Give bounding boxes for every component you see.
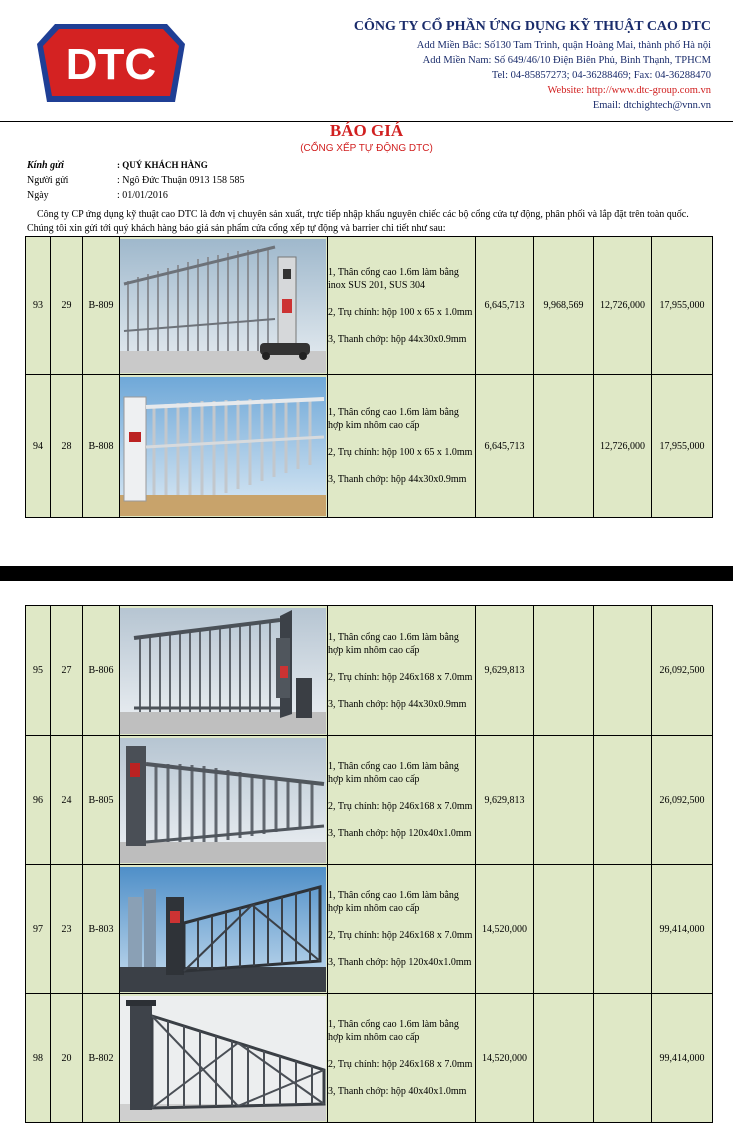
price-table-1 xyxy=(25,236,713,518)
sender-label: Người gửi xyxy=(27,175,69,186)
row-number: 23 xyxy=(51,865,83,994)
row-index: 95 xyxy=(26,606,51,736)
row-index: 94 xyxy=(26,375,51,518)
phone-fax: Tel: 04-85857273; 04-36288469; Fax: 04-36288470 xyxy=(491,70,711,81)
gate-b802-image xyxy=(120,996,326,1121)
price-1: 9,629,813 xyxy=(476,606,534,736)
product-description xyxy=(328,865,476,994)
price-3 xyxy=(594,994,652,1123)
price-2: 9,968,569 xyxy=(534,237,594,375)
spec-post: 2, Trụ chính: hộp 246x168 x 7.0mm xyxy=(328,930,473,941)
price-4: 26,092,500 xyxy=(652,736,713,865)
recipient-value: : QUÝ KHÁCH HÀNG xyxy=(117,160,208,170)
spec-slat: 3, Thanh chớp: hộp 40x40x1.0mm xyxy=(328,1086,467,1097)
row-index: 98 xyxy=(26,994,51,1123)
doc-subtitle: (CỔNG XẾP TỰ ĐỘNG DTC) xyxy=(300,143,433,154)
row-index: 97 xyxy=(26,865,51,994)
product-image xyxy=(120,994,328,1123)
sender-value: : Ngô Đức Thuận 0913 158 585 xyxy=(117,175,245,186)
price-3: 12,726,000 xyxy=(594,237,652,375)
gate-b806-image xyxy=(120,608,326,734)
price-3 xyxy=(594,736,652,865)
price-4: 26,092,500 xyxy=(652,606,713,736)
email-link[interactable]: Email: dtchightech@vnn.vn xyxy=(592,100,711,111)
spec-post: 2, Trụ chính: hộp 246x168 x 7.0mm xyxy=(328,1059,473,1070)
price-3 xyxy=(594,865,652,994)
product-code: B-806 xyxy=(83,606,120,736)
spec-slat: 3, Thanh chớp: hộp 44x30x0.9mm xyxy=(328,333,467,345)
product-code: B-808 xyxy=(83,375,120,518)
logo-text: DTC xyxy=(65,40,157,89)
price-2 xyxy=(534,375,594,518)
spec-body: 1, Thân cổng cao 1.6m làm bằng hợp kim nhôm cao cấp xyxy=(328,407,459,431)
product-image xyxy=(120,375,328,518)
price-1: 9,629,813 xyxy=(476,736,534,865)
company-name: CÔNG TY CỔ PHẦN ỨNG DỤNG KỸ THUẬT CAO DTC xyxy=(353,19,711,34)
price-table-2 xyxy=(25,605,713,1123)
spec-slat: 3, Thanh chớp: hộp 120x40x1.0mm xyxy=(328,957,472,968)
price-1: 14,520,000 xyxy=(476,994,534,1123)
date-label: Ngày xyxy=(27,190,49,201)
page-break xyxy=(0,566,733,581)
gate-b808-image xyxy=(120,377,326,516)
row-number: 27 xyxy=(51,606,83,736)
table-row xyxy=(26,237,713,375)
product-code: B-803 xyxy=(83,865,120,994)
product-description xyxy=(328,994,476,1123)
product-description xyxy=(328,237,476,375)
date-value: : 01/01/2016 xyxy=(117,190,168,201)
gate-b809-image xyxy=(120,239,326,373)
product-image xyxy=(120,865,328,994)
spec-post: 2, Trụ chính: hộp 100 x 65 x 1.0mm xyxy=(328,306,473,318)
row-number: 28 xyxy=(51,375,83,518)
address-south: Add Miền Nam: Số 649/46/10 Điện Biên Phủ, Bình Thạnh, TPHCM xyxy=(422,55,711,66)
row-number: 24 xyxy=(51,736,83,865)
dtc-logo xyxy=(35,22,187,104)
spec-body: 1, Thân cổng cao 1.6m làm bằng hợp kim nhôm cao cấp xyxy=(328,631,459,656)
price-1: 6,645,713 xyxy=(476,375,534,518)
price-2 xyxy=(534,865,594,994)
recipient-line xyxy=(27,160,208,171)
recipient-label: Kính gửi xyxy=(27,160,64,171)
product-code: B-805 xyxy=(83,736,120,865)
price-2 xyxy=(534,736,594,865)
table-row xyxy=(26,736,713,865)
price-3: 12,726,000 xyxy=(594,375,652,518)
product-image xyxy=(120,606,328,736)
table-row xyxy=(26,606,713,736)
spec-body: 1, Thân cổng cao 1.6m làm bằng hợp kim nhôm cao cấp xyxy=(328,890,459,914)
price-4: 99,414,000 xyxy=(652,994,713,1123)
company-info xyxy=(354,18,711,113)
spec-post: 2, Trụ chính: hộp 246x168 x 7.0mm xyxy=(328,671,473,683)
row-number: 29 xyxy=(51,237,83,375)
table-row xyxy=(26,375,713,518)
price-3 xyxy=(594,606,652,736)
product-image xyxy=(120,237,328,375)
product-code: B-802 xyxy=(83,994,120,1123)
product-description xyxy=(328,606,476,736)
table-row xyxy=(26,865,713,994)
product-code: B-809 xyxy=(83,237,120,375)
spec-body: 1, Thân cổng cao 1.6m làm bằng inox SUS 201, SUS 304 xyxy=(328,266,459,291)
spec-post: 2, Trụ chính: hộp 246x168 x 7.0mm xyxy=(328,801,473,812)
spec-body: 1, Thân cổng cao 1.6m làm bằng hợp kim nhôm cao cấp xyxy=(328,1019,459,1043)
spec-slat: 3, Thanh chớp: hộp 120x40x1.0mm xyxy=(328,828,472,839)
sender-line xyxy=(27,175,244,186)
price-2 xyxy=(534,994,594,1123)
intro-paragraph: Công ty CP ứng dụng kỹ thuật cao DTC là đơn vị chuyên sản xuất, trực tiếp nhập khẩu nguyên chiếc các bộ cổng cửa tự động, phân phối và lắp đặt trên toàn quốc. Chúng tôi xin gửi tới quý khách hàng báo giá sản phẩm cửa cổng xếp tự động và barrier chi tiết như sau: xyxy=(27,209,689,234)
price-2 xyxy=(534,606,594,736)
product-description xyxy=(328,736,476,865)
row-number: 20 xyxy=(51,994,83,1123)
doc-title: BÁO GIÁ xyxy=(329,121,404,140)
gate-b803-image xyxy=(120,867,326,992)
date-line xyxy=(27,190,168,201)
price-1: 6,645,713 xyxy=(476,237,534,375)
spec-slat: 3, Thanh chớp: hộp 44x30x0.9mm xyxy=(328,698,467,710)
spec-post: 2, Trụ chính: hộp 100 x 65 x 1.0mm xyxy=(328,447,473,458)
spec-body: 1, Thân cổng cao 1.6m làm bằng hợp kim nhôm cao cấp xyxy=(328,761,459,785)
spec-slat: 3, Thanh chớp: hộp 44x30x0.9mm xyxy=(328,474,467,485)
row-index: 96 xyxy=(26,736,51,865)
product-description xyxy=(328,375,476,518)
row-index: 93 xyxy=(26,237,51,375)
address-north: Add Miền Bắc: Số130 Tam Trinh, quận Hoàng Mai, thành phố Hà nội xyxy=(416,40,711,51)
gate-b805-image xyxy=(120,738,326,863)
product-image xyxy=(120,736,328,865)
table-row xyxy=(26,994,713,1123)
website-link[interactable]: Website: http://www.dtc-group.com.vn xyxy=(547,85,711,96)
price-4: 99,414,000 xyxy=(652,865,713,994)
price-4: 17,955,000 xyxy=(652,237,713,375)
price-4: 17,955,000 xyxy=(652,375,713,518)
price-1: 14,520,000 xyxy=(476,865,534,994)
